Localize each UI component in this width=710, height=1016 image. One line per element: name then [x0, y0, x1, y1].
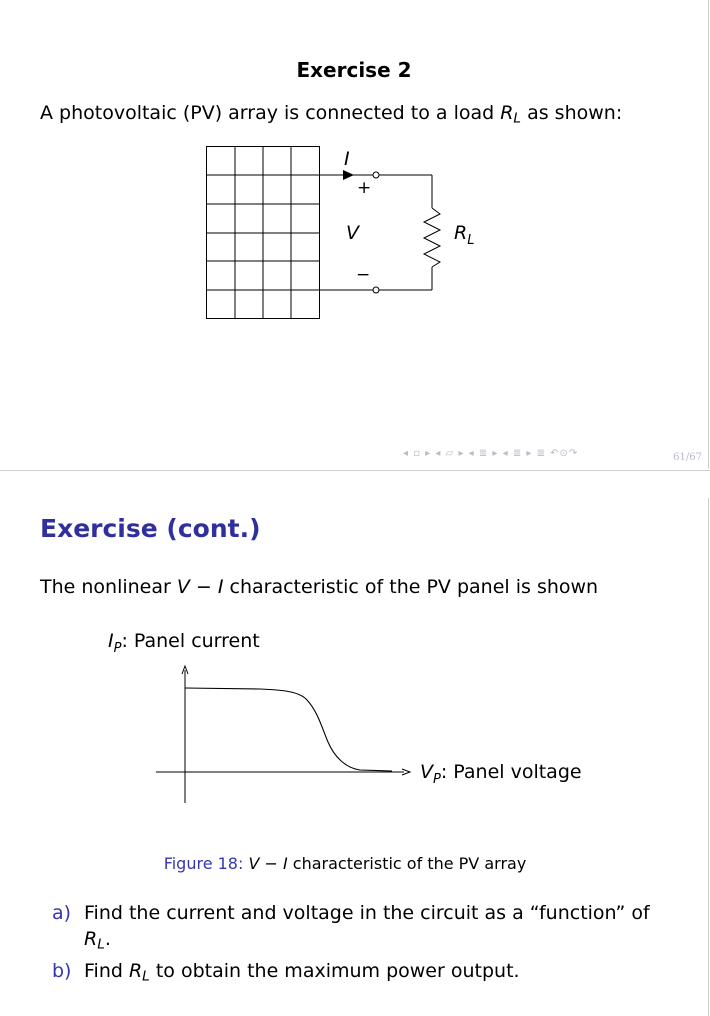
slide-1	[0, 0, 709, 469]
voltage-label: V	[346, 222, 359, 244]
list-marker: b)	[52, 960, 72, 982]
y-axis-text: : Panel current	[121, 630, 260, 652]
load-label	[454, 222, 474, 248]
nav-section-icon[interactable]: ◂ ≣ ▸	[468, 448, 499, 459]
caption-dash: −	[259, 854, 283, 873]
list-item-text: Find the current and voltage in the circuit as a “function” of	[84, 902, 650, 924]
load-subscript: L	[467, 233, 475, 248]
list-item-symbol: R	[84, 928, 98, 950]
beamer-navigation[interactable]	[403, 448, 578, 459]
x-axis-label	[420, 761, 582, 787]
x-axis-symbol: V	[420, 761, 433, 783]
caption-i: I	[283, 854, 288, 873]
y-axis-subscript: P	[113, 641, 122, 656]
list-item-symbol: R	[128, 960, 143, 982]
list-item-subscript: L	[142, 968, 150, 985]
nav-back-search-icon[interactable]: ↶⊙↷	[550, 448, 579, 459]
negative-terminal	[373, 287, 379, 293]
intro-text: A photovoltaic (PV) array is connected to a load	[40, 102, 501, 124]
page-number: 61/67	[673, 452, 702, 463]
list-item-continuation	[84, 928, 111, 953]
nav-document-icon[interactable]: ◂ ≣ ▸	[502, 448, 533, 459]
circuit-wires	[320, 175, 441, 290]
nav-subsection-icon[interactable]: ◂ ▱ ▸	[435, 448, 465, 459]
intro-dash: −	[189, 576, 218, 598]
circuit-diagram	[0, 130, 708, 469]
slide-title: Exercise (cont.)	[40, 514, 261, 543]
list-item-text: Find	[84, 960, 129, 982]
y-axis-label	[108, 630, 260, 656]
list-item-end: .	[104, 928, 111, 950]
intro-after: characteristic of the PV panel is shown	[223, 576, 599, 598]
nav-frame-icon[interactable]: ◂ ▫ ▸	[403, 448, 432, 459]
load-symbol: R	[454, 222, 468, 244]
intro-paragraph	[40, 102, 623, 127]
x-axis-text: : Panel voltage	[440, 761, 582, 783]
figure-caption	[0, 854, 690, 873]
x-axis-subscript: P	[433, 772, 441, 787]
caption-v: V	[248, 854, 260, 873]
intro-v: V	[176, 576, 190, 598]
intro-symbol: R	[500, 102, 514, 124]
exercise-title: Exercise 2	[296, 58, 412, 82]
intro-subscript: L	[513, 110, 522, 127]
intro-i: I	[217, 576, 224, 598]
list-item	[52, 902, 650, 924]
positive-terminal	[373, 172, 379, 178]
minus-label: −	[356, 265, 371, 285]
caption-text: characteristic of the PV array	[287, 854, 527, 873]
nav-toc-icon[interactable]: ≣	[536, 448, 546, 459]
list-item-subscript: L	[97, 936, 105, 953]
caption-label: Figure 18:	[163, 854, 244, 873]
vi-curve	[185, 688, 392, 771]
plus-label: +	[357, 178, 372, 198]
list-item-text-after: to obtain the maximum power output.	[149, 960, 520, 982]
slide-separator	[0, 470, 710, 471]
current-arrow-icon	[343, 170, 354, 180]
current-label: I	[344, 148, 350, 170]
list-marker: a)	[52, 902, 72, 924]
y-axis-symbol: I	[108, 630, 114, 652]
intro-before: The nonlinear	[40, 576, 177, 598]
slide-2	[0, 498, 709, 1016]
characteristic-intro	[40, 576, 598, 598]
intro-end: as shown:	[521, 102, 623, 124]
pv-array-icon	[207, 147, 320, 319]
list-item	[52, 960, 520, 985]
